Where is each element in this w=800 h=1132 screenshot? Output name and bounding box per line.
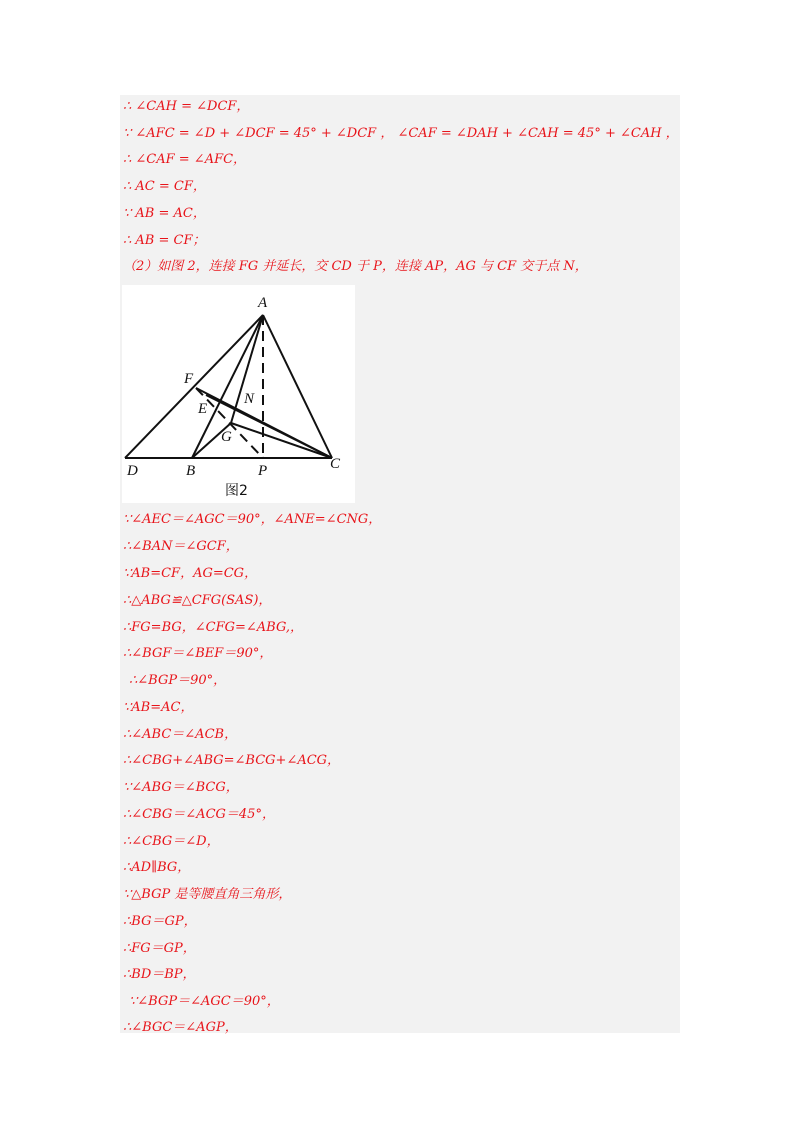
label-A: A <box>258 295 268 311</box>
solution-line: ∴AD∥BG， <box>123 860 191 875</box>
label-C: C <box>330 456 341 472</box>
solution-line: ∴∠ABC＝∠ACB， <box>123 727 238 742</box>
figure-svg <box>122 285 355 503</box>
solution-line: ∵∠BGP＝∠AGC＝90°， <box>129 994 280 1009</box>
solution-line: ∵ ∠AFC = ∠D + ∠DCF = 45° + ∠DCF ， ∠CAF = ∠DAH + ∠CAH = 45° + ∠CAH ， <box>123 126 679 141</box>
solution-line: ∴∠CBG＝∠D， <box>123 834 220 849</box>
segment-EC <box>206 395 332 458</box>
figure-caption: 图2 <box>225 483 248 499</box>
label-F: F <box>184 371 194 387</box>
label-P: P <box>258 463 268 479</box>
solution-line: ∴∠CBG＝∠ACG＝45°， <box>123 807 275 822</box>
label-N: N <box>244 391 255 407</box>
label-D: D <box>127 463 138 479</box>
solution-line: ∴FG=BG，∠CFG=∠ABG,， <box>123 620 304 635</box>
solution-line: ∵∠AEC＝∠AGC＝90°，∠ANE=∠CNG， <box>123 512 382 527</box>
solution-line: ∵ AB = AC， <box>123 206 206 221</box>
label-E: E <box>198 401 208 417</box>
solution-line: ∴ AC = CF， <box>123 179 206 194</box>
solution-line: ∵△BGP 是等腰直角三角形， <box>123 887 292 902</box>
solution-line: ∴∠BGF＝∠BEF＝90°， <box>123 646 273 661</box>
solution-line: ∴ ∠CAF = ∠AFC， <box>123 152 247 167</box>
geometry-figure <box>122 285 355 503</box>
solution-line: ∵∠ABG＝∠BCG， <box>123 780 239 795</box>
label-G: G <box>221 429 232 445</box>
solution-line: ∴ AB = CF； <box>123 233 206 248</box>
solution-line: ∴∠BAN＝∠GCF， <box>123 539 239 554</box>
solution-line: ∴∠CBG+∠ABG=∠BCG+∠ACG， <box>123 753 341 768</box>
solution-line: ∴BG＝GP， <box>123 914 197 929</box>
label-B: B <box>186 463 196 479</box>
solution-line: ∴△ABG≌△CFG(SAS)， <box>123 593 272 608</box>
segment-AC <box>263 315 332 458</box>
solution-line: ∴FG＝GP， <box>123 941 196 956</box>
solution-line: ∵AB=AC， <box>123 700 194 715</box>
solution-line: ∴∠BGC＝∠AGP， <box>123 1020 238 1035</box>
solution-line: ∴ ∠CAH = ∠DCF， <box>123 99 250 114</box>
solution-line: ∴BD＝BP， <box>123 967 196 982</box>
solution-line: ∵AB=CF，AG=CG， <box>123 566 258 581</box>
solution-line: （2）如图 2，连接 FG 并延长，交 CD 于 P，连接 AP，AG 与 CF 交于点 N， <box>123 259 588 274</box>
solution-line: ∴∠BGP＝90°， <box>129 673 227 688</box>
